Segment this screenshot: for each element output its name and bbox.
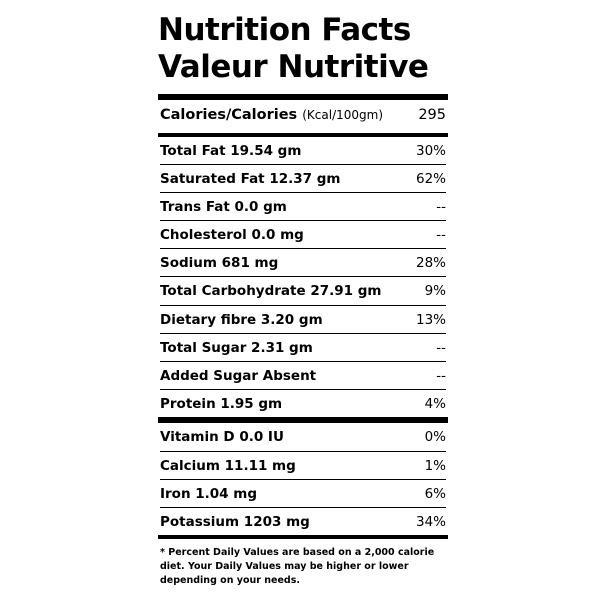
nutrient-name: Iron 1.04 mg: [160, 485, 258, 502]
table-row: [160, 508, 446, 535]
table-row: [160, 306, 446, 334]
nutrient-name: Sodium 681 mg: [160, 255, 279, 272]
title-line-english: Nutrition Facts: [158, 12, 411, 48]
table-row: [160, 137, 446, 165]
table-row: [160, 221, 446, 249]
nutrient-dv: 1%: [424, 457, 446, 474]
nutrient-dv: 30%: [415, 142, 446, 159]
table-row: [160, 334, 446, 362]
table-row: [160, 452, 446, 480]
calories-label: Calories/Calories (Kcal/100gm): [160, 107, 384, 124]
nutrient-name: Vitamin D 0.0 IU: [160, 429, 284, 446]
nutrient-name: Protein 1.95 gm: [160, 396, 283, 413]
nutrient-name: Dietary fibre 3.20 gm: [160, 311, 323, 328]
nutrient-dv: 34%: [415, 513, 446, 530]
table-row: [160, 480, 446, 508]
nutrient-name: Total Fat 19.54 gm: [160, 142, 302, 159]
nutrient-dv: 28%: [415, 255, 446, 272]
footnote-section: [158, 539, 448, 587]
nutrient-name: Total Carbohydrate 27.91 gm: [160, 283, 382, 300]
nutrition-facts-label: [158, 0, 448, 600]
calories-section: [158, 100, 448, 132]
nutrient-dv: --: [436, 368, 446, 385]
daily-value-footnote: * Percent Daily Values are based on a 2,000 calorie diet. Your Daily Values may be higher or lower depending on your needs.: [160, 547, 435, 586]
calories-row: [160, 100, 446, 132]
nutrient-dv: 6%: [424, 485, 446, 502]
table-row: [160, 362, 446, 390]
calories-value: 295: [418, 107, 446, 124]
nutrient-dv: 9%: [424, 283, 446, 300]
nutrient-dv: 62%: [415, 170, 446, 187]
calories-unit: (Kcal/100gm): [302, 108, 384, 123]
nutrient-dv: 0%: [424, 429, 446, 446]
nutrient-name: Trans Fat 0.0 gm: [160, 198, 287, 215]
table-row: [160, 390, 446, 417]
table-row: [160, 249, 446, 277]
nutrient-dv: --: [436, 198, 446, 215]
vitamins-section: [158, 423, 448, 535]
nutrient-name: Calcium 11.11 mg: [160, 457, 296, 474]
nutrient-name: Added Sugar Absent: [160, 368, 317, 385]
nutrient-dv: 4%: [424, 396, 446, 413]
nutrient-dv: --: [436, 227, 446, 244]
table-row: [160, 423, 446, 451]
nutrient-name: Potassium 1203 mg: [160, 513, 310, 530]
nutrient-name: Saturated Fat 12.37 gm: [160, 170, 341, 187]
table-row: [160, 165, 446, 193]
nutrient-dv: --: [436, 339, 446, 356]
title-line-french: Valeur Nutritive: [158, 48, 429, 85]
nutrient-name: Total Sugar 2.31 gm: [160, 339, 313, 356]
main-nutrients-section: [158, 137, 448, 418]
table-row: [160, 193, 446, 221]
nutrient-name: Cholesterol 0.0 mg: [160, 227, 304, 244]
label-title: [158, 0, 448, 85]
nutrient-dv: 13%: [415, 311, 446, 328]
table-row: [160, 277, 446, 305]
